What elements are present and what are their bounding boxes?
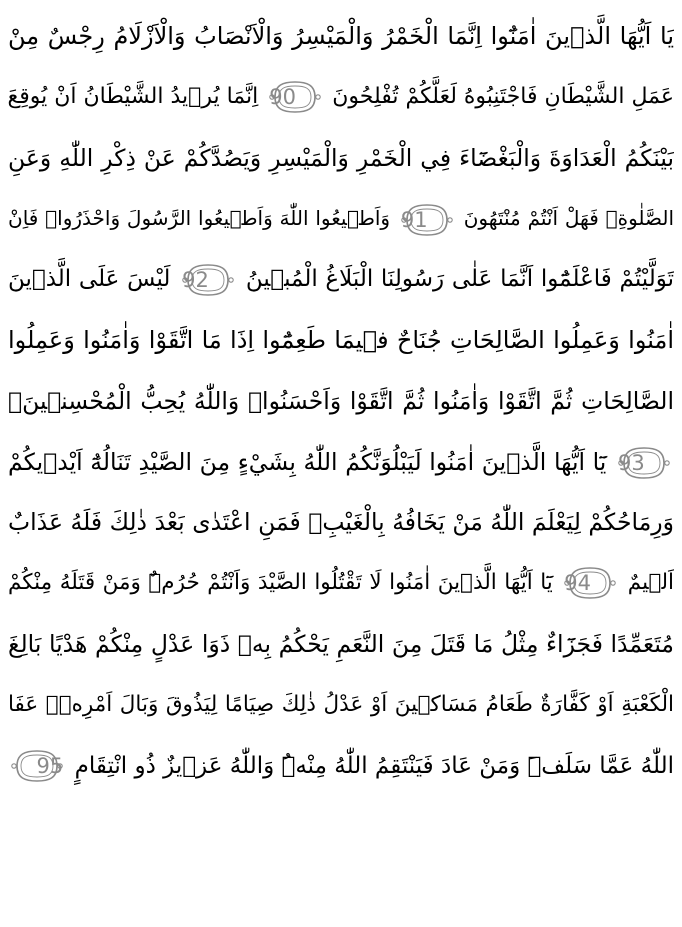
verse-line	[8, 675, 674, 736]
ayah-number: 94	[564, 571, 591, 596]
verse-text: مُتَعَمِّدًا فَجَزَٓاءٌ مِثْلُ مَا قَتَلَ مِنَ النَّعَمِ يَحْكُمُ بِه۪ ذَوَا عَدْلٍ مِنْكُمْ هَدْيًا بَالِغَ	[8, 629, 674, 658]
ayah-number-marker	[401, 202, 453, 238]
verse-text: لَيْسَ عَلَى الَّذ۪ينَ	[8, 266, 171, 293]
verse-text: عَمَلِ الشَّيْطَانِ فَاجْتَنِبُوهُ لَعَلَّكُمْ تُفْلِحُونَ	[332, 83, 674, 109]
verse-line	[8, 432, 674, 493]
ayah-number: 90	[269, 84, 296, 109]
verse-line	[8, 128, 674, 189]
verse-text: اِنَّمَا يُر۪يدُ الشَّيْطَانُ اَنْ يُوقِعَ	[8, 83, 259, 109]
verse-line	[8, 553, 674, 614]
verse-line	[8, 67, 674, 128]
verse-line	[8, 188, 674, 249]
verse-text: اٰمَنُوا وَعَمِلُوا الصَّالِحَاتِ جُنَاحٌ ف۪يمَا طَعِمُٓوا اِذَا مَا اتَّقَوْا وَاٰمَنُوا وَعَمِلُوا	[8, 325, 674, 354]
verse-text: وَاَط۪يعُوا اللّٰهَ وَاَط۪يعُوا الرَّسُولَ وَاحْذَرُواۚ فَاِنْ	[8, 206, 391, 231]
verse-text: اللّٰهُ عَمَّا سَلَفَۜ وَمَنْ عَادَ فَيَنْتَقِمُ اللّٰهُ مِنْهُۜ وَاللّٰهُ عَز۪يزٌ ذُو انْتِقَامٍ	[74, 752, 674, 779]
verse-line	[8, 249, 674, 310]
verse-line	[8, 371, 674, 432]
ayah-number-marker	[564, 565, 616, 601]
verse-text: الْكَعْبَةِ اَوْ كَفَّارَةٌ طَعَامُ مَسَاك۪ينَ اَوْ عَدْلُ ذٰلِكَ صِيَامًا لِيَذُوقَ وَبَالَ اَمْرِه۪ۜ عَفَا	[8, 691, 674, 717]
verse-text: تَوَلَّيْتُمْ فَاعْلَمُٓوا اَنَّمَا عَلٰى رَسُولِنَا الْبَلَاغُ الْمُب۪ينُ	[245, 266, 674, 293]
ayah-number-marker	[618, 445, 670, 481]
verse-line	[8, 310, 674, 371]
verse-text: يَٓا اَيُّهَا الَّذ۪ينَ اٰمَنُوا لَيَبْلُوَنَّكُمُ اللّٰهُ بِشَيْءٍ مِنَ الصَّيْدِ تَنَالُهُٓ اَيْد۪يكُمْ	[8, 447, 607, 476]
ayah-number: 93	[618, 451, 645, 476]
verse-text: الصَّلٰوةِۚ فَهَلْ اَنْتُمْ مُنْتَهُونَ	[463, 206, 674, 231]
verse-line	[8, 492, 674, 553]
ayah-number: 95	[36, 754, 64, 779]
verse-text: يَٓا اَيُّهَا الَّذ۪ينَ اٰمَنُوا لَا تَقْتُلُوا الصَّيْدَ وَاَنْتُمْ حُرُمٌۜ وَمَنْ قَتَلَهُ مِنْكُمْ	[8, 570, 553, 596]
ayah-number-marker	[11, 748, 63, 784]
verse-text: اَل۪يمٌ	[627, 570, 674, 596]
ayah-number: 92	[182, 267, 209, 292]
verse-line	[8, 6, 674, 67]
ayah-number-marker	[269, 79, 321, 115]
verse-text: بَيْنَكُمُ الْعَدَاوَةَ وَالْبَغْضَٓاءَ فِي الْخَمْرِ وَالْمَيْسِرِ وَيَصُدَّكُمْ عَنْ ذِكْرِ اللّٰهِ وَعَنِ	[8, 143, 674, 172]
ayah-number-marker	[182, 262, 234, 298]
ayah-number: 91	[400, 207, 428, 232]
verse-text: الصَّالِحَاتِ ثُمَّ اتَّقَوْا وَاٰمَنُوا ثُمَّ اتَّقَوْا وَاَحْسَنُواۜ وَاللّٰهُ يُحِبُّ الْمُحْسِن۪ينَ۟	[8, 386, 674, 415]
verse-text: يَا اَيُّهَا الَّذ۪ينَ اٰمَنُٓوا اِنَّمَا الْخَمْرُ وَالْمَيْسِرُ وَالْاَنْصَابُ وَالْاَزْلَامُ رِجْسٌ مِنْ	[8, 22, 674, 50]
verse-line	[8, 614, 674, 675]
verse-text: وَرِمَاحُكُمْ لِيَعْلَمَ اللّٰهُ مَنْ يَخَافُهُ بِالْغَيْبِۚ فَمَنِ اعْتَدٰى بَعْدَ ذٰلِكَ فَلَهُ عَذَابٌ	[8, 508, 674, 537]
verse-line	[8, 736, 674, 797]
